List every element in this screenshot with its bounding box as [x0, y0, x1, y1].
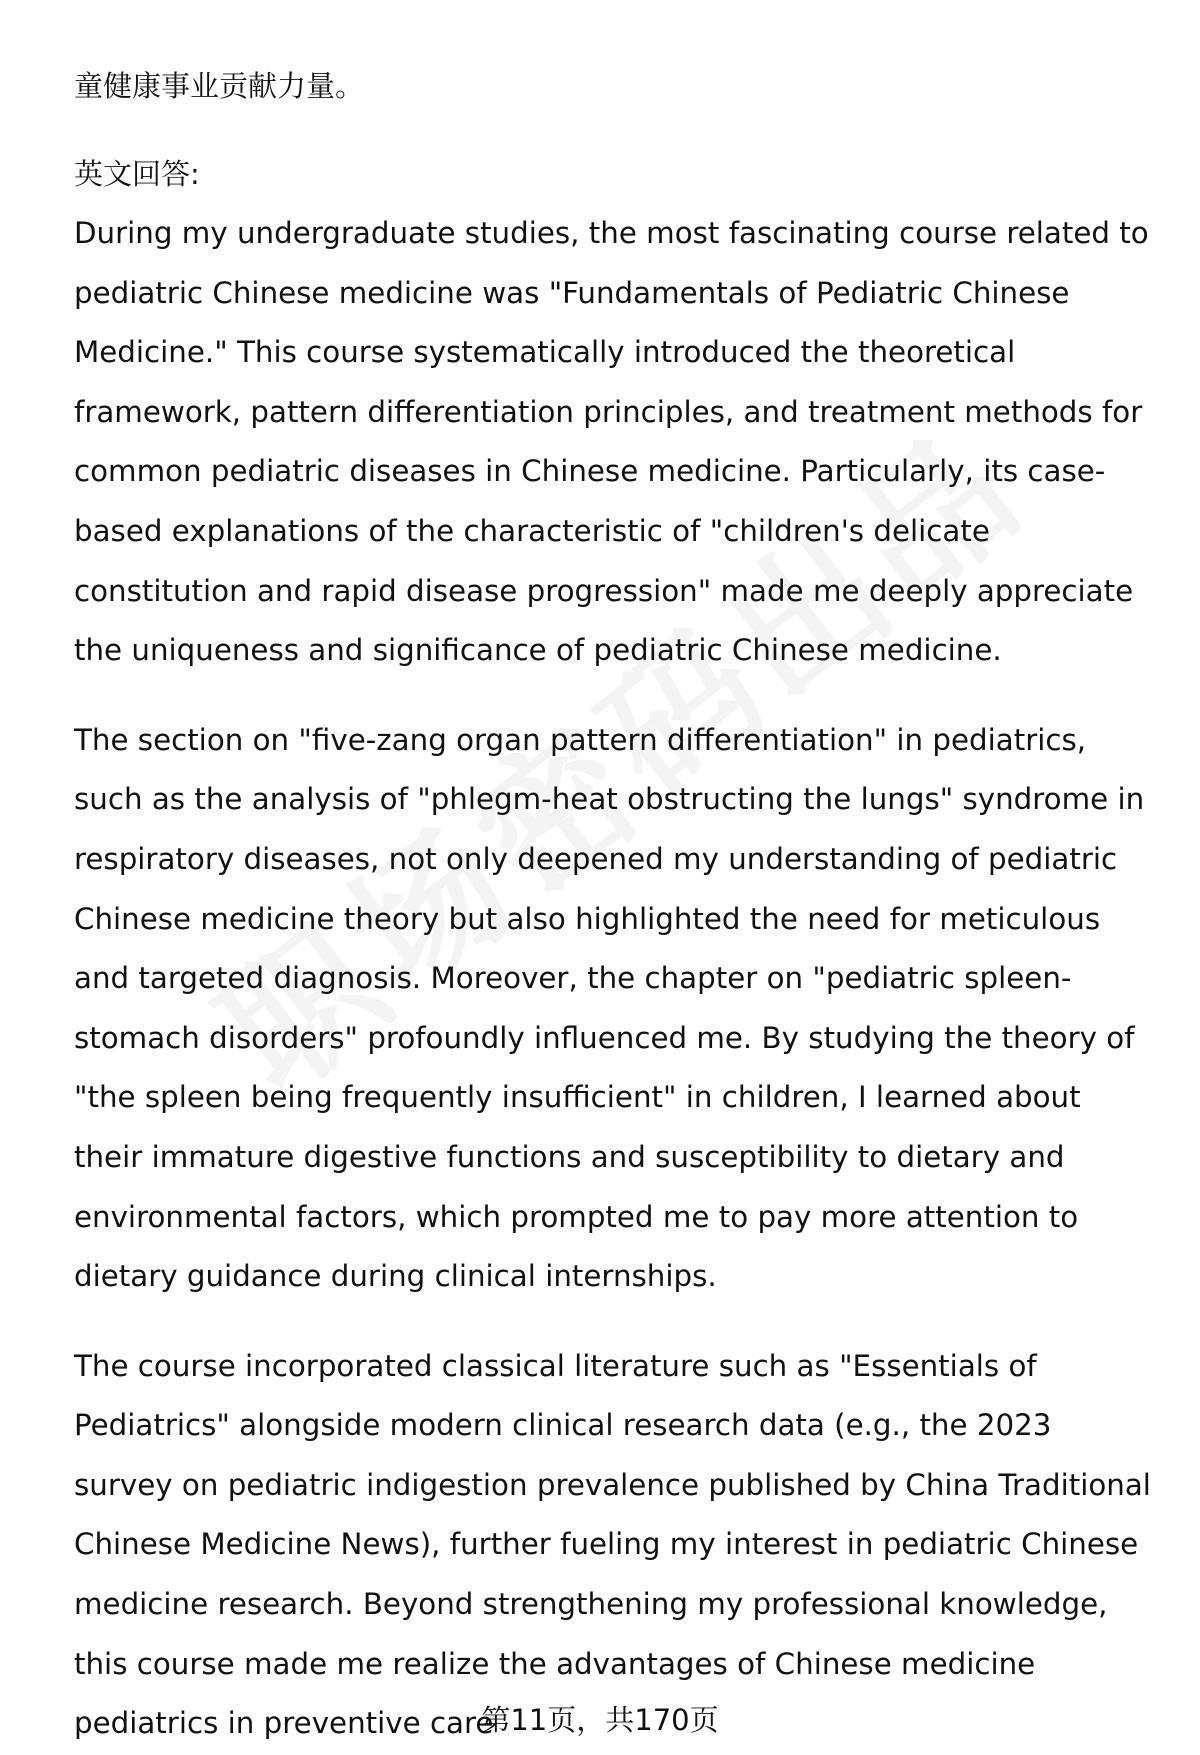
page-number: 第11页，共170页	[481, 1703, 719, 1737]
continuation-line: 童健康事业贡献力量。	[74, 69, 365, 103]
paragraph-1: During my undergraduate studies, the most fascinating course related to pediatric Chinese medicine was "Fundamentals of Pediatric Chinese Medicine." This course systematically introduced the theoretical framework, pattern differentiation principles, and treatment methods for common pediatric diseases in Chinese medicine. Particularly, its case-based explanations of the characteristic of "children's delicate constitution and rapid disease progression" made me deeply appreciate the uniqueness and significance of pediatric Chinese medicine.	[74, 216, 1149, 668]
paragraph-2: The section on "five-zang organ pattern differentiation" in pediatrics, such as the analysis of "phlegm-heat obstructing the lungs" syndrome in respiratory diseases, not only deepened my understanding of pediatric Chinese medicine theory but also highlighted the need for meticulous and targeted diagnosis. Moreover, the chapter on "pediatric spleen-stomach disorders" profoundly influenced me. By studying the theory of "the spleen being frequently insufficient" in children, I learned about their immature digestive functions and susceptibility to dietary and environmental factors, which prompted me to pay more attention to dietary guidance during clinical internships.	[74, 722, 1145, 1294]
english-answer-label: 英文回答:	[74, 157, 200, 191]
paragraph-3: The course incorporated classical literature such as "Essentials of Pediatrics" alongside modern clinical research data (e.g., the 2023 survey on pediatric indigestion prevalence published by China Traditional Chinese Medicine News), further fueling my interest in pediatric Chinese medicine research. Beyond strengthening my professional knowledge, this course made me realize the advantages of Chinese medicine pediatrics in preventive care	[74, 1348, 1151, 1741]
document-body	[74, 56, 1154, 1754]
